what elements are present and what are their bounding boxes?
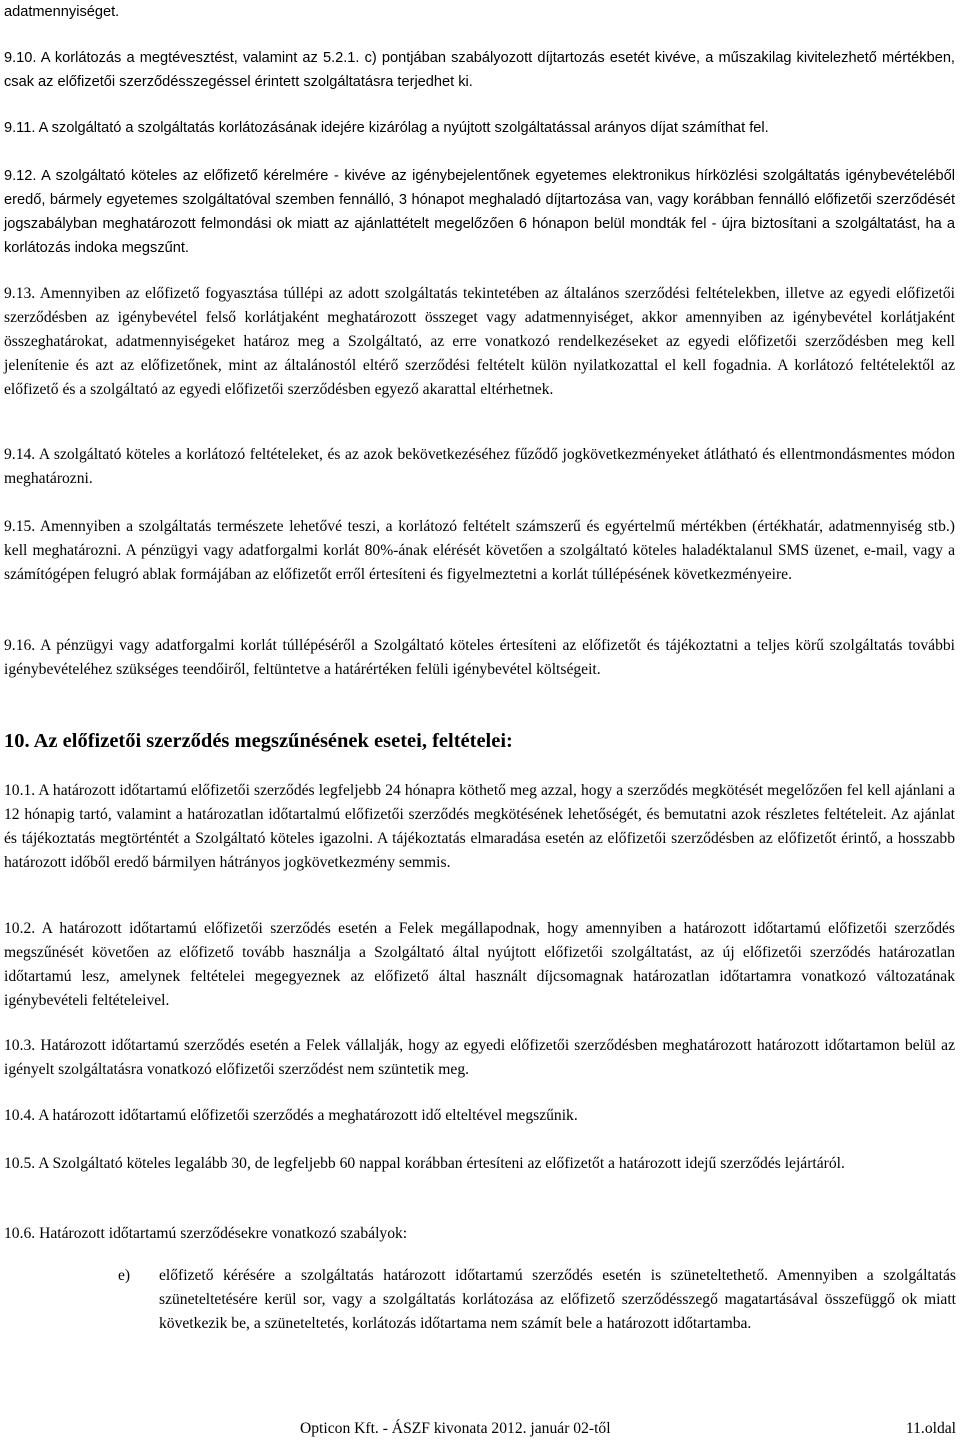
paragraph-10-5: 10.5. A Szolgáltató köteles legalább 30, de legfeljebb 60 nappal korábban értesíteni az előfizetőt a határozott idejű szerződés lejártáról.: [4, 1155, 845, 1172]
paragraph-9-11: 9.11. A szolgáltató a szolgáltatás korlátozásának idejére kizárólag a nyújtott szolgáltatással arányos díjat számíthat fel.: [4, 120, 769, 136]
paragraph-10-6: 10.6. Határozott időtartamú szerződésekre vonatkozó szabályok:: [4, 1225, 408, 1242]
paragraph-10-4: 10.4. A határozott időtartamú előfizetői szerződés a meghatározott idő elteltével megszűnik.: [4, 1107, 578, 1124]
paragraph-9-12: 9.12. A szolgáltató köteles az előfizető kérelmére - kivéve az igénybejelentőnek egyetemes elektronikus hírközlési szolgáltatás igénybevételéből eredő, bármely egyetemes szolgáltatóval szemben fennálló, 3 hónapot meghaladó díjtartozása van, vagy korábban fennálló előfizetői szerződését jogszabályban meghatározott felmondási ok miatt az ajánlattételt megelőzően 6 hónapon belül mondták fel - újra biztosítani a szolgáltatást, ha a korlátozás indoka megszűnt.: [4, 168, 955, 256]
paragraph-9-13: 9.13. Amennyiben az előfizető fogyasztása túllépi az adott szolgáltatás tekintetében az általános szerződési feltételekben, illetve az egyedi előfizetői szerződésben az igénybevétel felső korlátjaként meghatározott összeget vagy adatmennyiséget, akkor amennyiben az igénybevétel korlátjaként összeghatárokat, adatmennyiségeket határoz meg a Szolgáltató, az erre vonatkozó rendelkezéseket az egyedi előfizetői szerződésben meg kell jelenítenie és azt az előfizetőnek, mint az általánostól eltérő szerződési feltételt külön nyilatkozattal el kell fogadnia. A korlátozó feltételektől az előfizető és a szolgáltató az egyedi előfizetői szerződésben egyező akarattal eltérhetnek.: [4, 285, 955, 398]
paragraph-10-2: 10.2. A határozott időtartamú előfizetői szerződés esetén a Felek megállapodnak, hogy amennyiben a határozott időtartamú előfizetői szerződés megszűnését követően az előfizető tovább használja a Szolgáltató által nyújtott előfizetői szolgáltatást, az új előfizetői szerződés határozatlan időtartamú lesz, amelynek feltételei megegyeznek az előfizető által használt díjcsomagnak határozatlan időtartamra vonatkozó változatának igénybevételi feltételeivel.: [4, 920, 955, 1009]
paragraph-9-14: 9.14. A szolgáltató köteles a korlátozó feltételeket, és az azok bekövetkezéséhez fűződő jogkövetkezményeket átlátható és ellentmondásmentes módon meghatározni.: [4, 446, 955, 487]
page-footer: [0, 1420, 960, 1442]
paragraph-9-15: 9.15. Amennyiben a szolgáltatás természete lehetővé teszi, a korlátozó feltételt számszerű és egyértelmű mértékben (értékhatár, adatmennyiség stb.) kell meghatározni. A pénzügyi vagy adatforgalmi korlát 80%-ának elérését követően a szolgáltató köteles haladéktalanul SMS üzenet, e-mail, vagy a számítógépen felugró ablak formájában az előfizetőt erről értesíteni és figyelmeztetni a korlát túllépésének következményeire.: [4, 518, 955, 583]
paragraph-10-3: 10.3. Határozott időtartamú szerződés esetén a Felek vállalják, hogy az egyedi előfizetői szerződésben meghatározott határozott időtartamon belül az igényelt szolgáltatásra vonatkozó előfizetői szerződést nem szüntetik meg.: [4, 1037, 955, 1078]
list-item-text: előfizető kérésére a szolgáltatás határozott időtartamú szerződés esetén is szüneteltethető. Amennyiben a szolgáltatás szüneteltetésére kerül sor, vagy a szolgáltatás korlátozása az előfizető szerződésszegő magatartásával összefüggő ok miatt következik be, a szüneteltetés, korlátozás időtartama nem számít bele a határozott időtartamba.: [159, 1267, 956, 1332]
footer-document-title: Opticon Kft. - ÁSZF kivonata 2012. január 02-től: [300, 1420, 611, 1437]
paragraph-9-10: 9.10. A korlátozás a megtévesztést, valamint az 5.2.1. c) pontjában szabályozott díjtartozás esetét kivéve, a műszakilag kivitelezhető mértékben, csak az előfizetői szerződésszegéssel érintett szolgáltatásra terjedhet ki.: [4, 50, 955, 90]
paragraph-10-1: 10.1. A határozott időtartamú előfizetői szerződés legfeljebb 24 hónapra köthető meg azzal, hogy a szerződés megkötését megelőzően fel kell ajánlani a 12 hónapig tartó, valamint a határozatlan időtartalmú előfizetői szerződés megkötésének lehetőségét, és bemutatni azok részletes feltételeit. Az ajánlat és tájékoztatás megtörténtét a Szolgáltató köteles igazolni. A tájékoztatás elmaradása esetén az előfizetői szerződésben az előfizetőt érintő, a hosszabb határozott időből eredő bármilyen hátrányos jogkövetkezmény semmis.: [4, 782, 955, 871]
list-marker: e): [118, 1267, 131, 1284]
footer-page-number: 11.oldal: [905, 1420, 956, 1437]
continued-text-fragment: adatmennyiséget.: [4, 4, 120, 20]
paragraph-9-16: 9.16. A pénzügyi vagy adatforgalmi korlát túllépéséről a Szolgáltató köteles értesíteni az előfizetőt és tájékoztatni a teljes körű szolgáltatás további igénybevételéhez szükséges teendőiről, feltüntetve a határértéken felüli igénybevétel költségeit.: [4, 637, 955, 678]
section-heading-10: 10. Az előfizetői szerződés megszűnésének esetei, feltételei:: [4, 730, 513, 752]
